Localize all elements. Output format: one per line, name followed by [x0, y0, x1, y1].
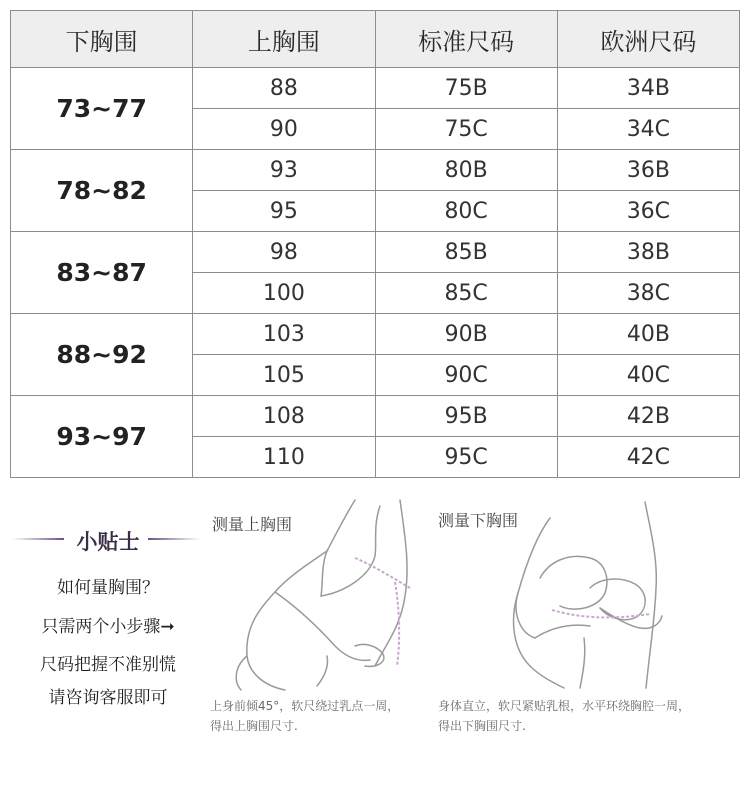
eu-size-cell: 38C — [557, 273, 739, 314]
standard-size-cell: 95C — [375, 437, 557, 478]
eu-size-cell: 42C — [557, 437, 739, 478]
tip-line: 只需两个小步骤➞ — [41, 617, 175, 637]
header-eu-size: 欧洲尺码 — [557, 11, 739, 68]
lower-bust-measure-illustration — [480, 498, 705, 694]
standard-size-cell: 85C — [375, 273, 557, 314]
upper-bust-cell: 105 — [193, 355, 375, 396]
standard-size-cell: 75C — [375, 109, 557, 150]
upper-bust-cell: 108 — [193, 396, 375, 437]
header-standard-size: 标准尺码 — [375, 11, 557, 68]
lower-bust-cell: 93~97 — [11, 396, 193, 478]
upper-bust-cell: 93 — [193, 150, 375, 191]
upper-bust-measure-illustration — [205, 496, 430, 692]
eu-size-cell: 42B — [557, 396, 739, 437]
standard-size-cell: 90B — [375, 314, 557, 355]
lower-bust-cell: 78~82 — [11, 150, 193, 232]
tip-line: 请咨询客服即可 — [48, 688, 168, 708]
upper-bust-caption-2: 得出上胸围尺寸. — [210, 719, 298, 733]
eu-size-cell: 34B — [557, 68, 739, 109]
upper-bust-cell: 103 — [193, 314, 375, 355]
eu-size-cell: 40C — [557, 355, 739, 396]
table-row — [11, 232, 740, 273]
upper-bust-cell: 100 — [193, 273, 375, 314]
eu-size-cell: 36C — [557, 191, 739, 232]
standard-size-cell: 75B — [375, 68, 557, 109]
tip-line: 尺码把握不准别慌 — [40, 655, 176, 675]
standard-size-cell: 80B — [375, 150, 557, 191]
eu-size-cell: 40B — [557, 314, 739, 355]
header-upper-bust: 上胸围 — [193, 11, 375, 68]
lower-bust-caption-2: 得出下胸围尺寸. — [438, 719, 526, 733]
upper-bust-cell: 88 — [193, 68, 375, 109]
upper-bust-cell: 90 — [193, 109, 375, 150]
eu-size-cell: 34C — [557, 109, 739, 150]
lower-bust-caption-1: 身体直立，软尺紧贴乳根，水平环绕胸腔一周， — [438, 699, 691, 713]
eu-size-cell: 36B — [557, 150, 739, 191]
upper-bust-caption-1: 上身前倾45°，软尺绕过乳点一周， — [210, 699, 400, 713]
table-row — [11, 396, 740, 437]
upper-bust-title: 测量上胸围 — [212, 515, 293, 534]
standard-size-cell: 85B — [375, 232, 557, 273]
size-chart-table — [10, 10, 740, 478]
tips-divider-left — [12, 538, 64, 540]
upper-bust-cell: 98 — [193, 232, 375, 273]
standard-size-cell: 95B — [375, 396, 557, 437]
tips-divider-right — [148, 538, 200, 540]
table-header-row — [11, 11, 740, 68]
tips-title: 小贴士 — [76, 530, 140, 554]
lower-bust-cell: 88~92 — [11, 314, 193, 396]
table-row — [11, 150, 740, 191]
eu-size-cell: 38B — [557, 232, 739, 273]
lower-bust-cell: 73~77 — [11, 68, 193, 150]
upper-bust-cell: 110 — [193, 437, 375, 478]
tips-header — [10, 526, 200, 552]
standard-size-cell: 80C — [375, 191, 557, 232]
tip-line: 如何量胸围？ — [57, 578, 159, 598]
lower-bust-cell: 83~87 — [11, 232, 193, 314]
table-row — [11, 68, 740, 109]
lower-bust-title: 测量下胸围 — [438, 511, 519, 530]
header-lower-bust: 下胸围 — [11, 11, 193, 68]
standard-size-cell: 90C — [375, 355, 557, 396]
table-row — [11, 314, 740, 355]
upper-bust-cell: 95 — [193, 191, 375, 232]
